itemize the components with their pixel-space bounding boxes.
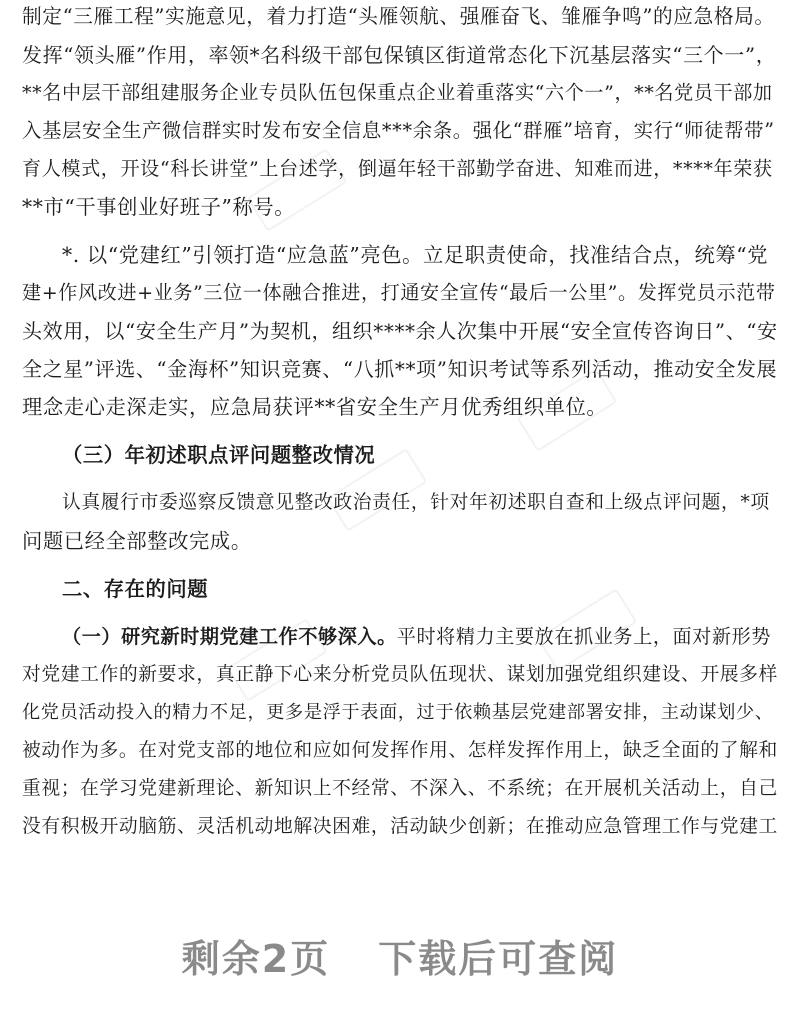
- text-line: 发挥“领头雁”作用，率领*名科级干部包保镇区街道常态化下沉基层落实“三个一”，: [22, 43, 777, 67]
- problem-one-heading: （一）研究新时期党建工作不够深入。: [62, 625, 397, 648]
- text-line: 没有积极开动脑筋、灵活机动地解决困难，活动缺少创新；在推动应急管理工作与党建工: [22, 816, 778, 837]
- text-line: 认真履行市委巡察反馈意见整改政治责任，针对年初述职自查和上级点评问题，*项: [62, 492, 770, 513]
- text-line-first: [62, 622, 771, 652]
- text-line: **名中层干部组建服务企业专员队伍包保重点企业着重落实“六个一”，**名党员干部加: [22, 81, 773, 104]
- text-line: 建+作风改进+业务”三位一体融合推进，打通安全宣传“最后一公里”。发挥党员示范带: [22, 281, 776, 304]
- text-line: 头效用，以“安全生产月”为契机，组织****余人次集中开展“安全宣传咨询日”、“安: [22, 319, 778, 343]
- text-line: 入基层安全生产微信群实时发布安全信息***余条。强化“群雁”培育，实行“师徒帮带”: [22, 119, 775, 142]
- text-line: 被动作为多。在对党支部的地位和应如何发挥作用、怎样发挥作用上，缺乏全面的了解和: [22, 740, 778, 761]
- text-line: 全之星”评选、“金海杯”知识竞赛、“八抓**项”知识考试等系列活动，推动安全发展: [22, 357, 778, 381]
- text-line: 制定“三雁工程”实施意见，着力打造“头雁领航、强雁奋飞、雏雁争鸣”的应急格局。: [22, 5, 775, 28]
- section-heading-problems: 二、存在的问题: [62, 577, 209, 601]
- download-prompt-banner[interactable]: [0, 928, 800, 983]
- text-line: 重视；在学习党建新理论、新知识上不经常、不深入、不系统；在开展机关活动上，自己: [22, 778, 778, 799]
- text-line: 育人模式，开设“科长讲堂”上台述学，倒逼年轻干部勤学奋进、知难而进，****年荣获: [22, 157, 773, 180]
- text-line: 理念走心走深走实，应急局获评**省安全生产月优秀组织单位。: [22, 395, 608, 419]
- problem-one-text: 平时将精力主要放在抓业务上，面对新形势: [396, 625, 771, 648]
- text-line: *. 以“党建红”引领打造“应急蓝”亮色。立足职责使命，找准结合点，统筹“党: [62, 243, 769, 267]
- text-line: 化党员活动投入的精力不足，更多是浮于表面，过于依赖基层党建部署安排，主动谋划少、: [22, 702, 774, 723]
- text-line: 问题已经全部整改完成。: [22, 529, 252, 553]
- download-to-view-text: 下载后可查阅: [378, 937, 619, 981]
- remaining-pages-text: 剩余2页: [181, 937, 331, 981]
- text-line: 对党建工作的新要求，真正静下心来分析党员队伍现状、谋划加强党组织建设、开展多样: [22, 664, 778, 685]
- text-line: **市“干事创业好班子”称号。: [22, 195, 296, 219]
- section-heading-rectification: （三）年初述职点评问题整改情况: [62, 443, 376, 467]
